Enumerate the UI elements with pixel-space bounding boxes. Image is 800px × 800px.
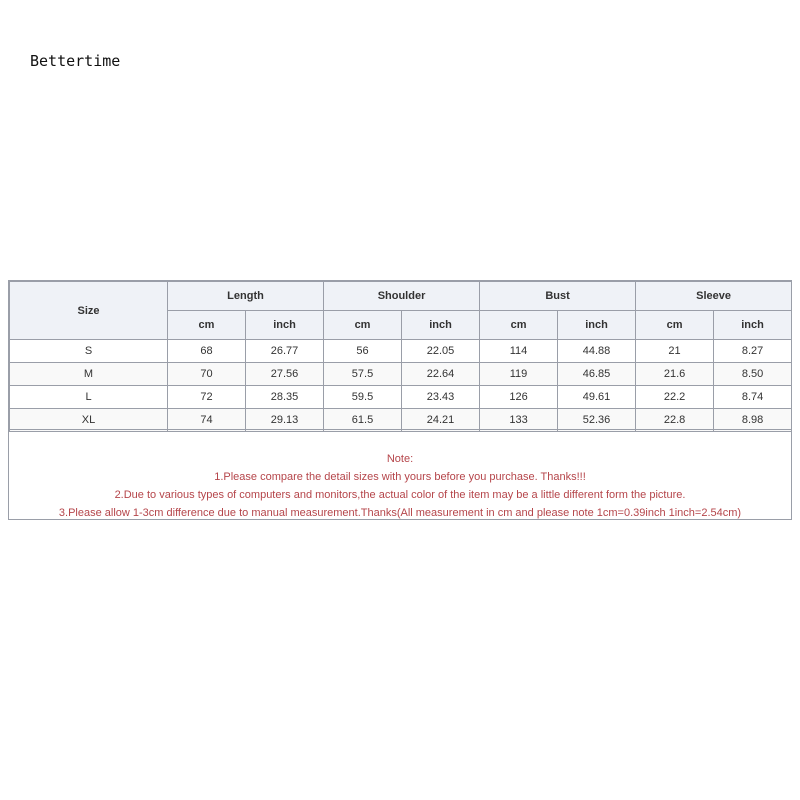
table-cell: 52.36: [558, 409, 636, 432]
table-row: [10, 386, 792, 409]
sleeve-header: Sleeve: [636, 282, 792, 311]
table-cell: 24.21: [402, 409, 480, 432]
unit-header: cm: [168, 311, 246, 340]
table-cell: 68: [168, 340, 246, 363]
table-cell: 21: [636, 340, 714, 363]
size-cell: XL: [10, 409, 168, 432]
table-cell: 22.8: [636, 409, 714, 432]
table-cell: 126: [480, 386, 558, 409]
notes-section: [9, 429, 791, 519]
table-cell: 57.5: [324, 363, 402, 386]
brand-name: Bettertime: [30, 52, 121, 70]
table-cell: 61.5: [324, 409, 402, 432]
table-cell: 27.56: [246, 363, 324, 386]
table-cell: 70: [168, 363, 246, 386]
table-cell: 29.13: [246, 409, 324, 432]
table-cell: 74: [168, 409, 246, 432]
table-cell: 44.88: [558, 340, 636, 363]
unit-header: inch: [714, 311, 792, 340]
unit-header: inch: [246, 311, 324, 340]
note-line: 2.Due to various types of computers and monitors,the actual color of the item may be a little different form the picture.: [114, 489, 686, 501]
notes-title: Note:: [386, 453, 414, 465]
table-cell: 8.50: [714, 363, 792, 386]
table-cell: 8.74: [714, 386, 792, 409]
size-cell: L: [10, 386, 168, 409]
shoulder-header: Shoulder: [324, 282, 480, 311]
unit-header: cm: [636, 311, 714, 340]
note-line: 3.Please allow 1-3cm difference due to manual measurement.Thanks(All measurement in cm and please note 1cm=0.39inch 1inch=2.54cm): [58, 507, 742, 519]
table-cell: 8.27: [714, 340, 792, 363]
table-row: [10, 363, 792, 386]
unit-header: cm: [324, 311, 402, 340]
table-cell: 46.85: [558, 363, 636, 386]
note-line: 1.Please compare the detail sizes with yours before you purchase. Thanks!!!: [214, 471, 586, 483]
table-cell: 72: [168, 386, 246, 409]
unit-header: inch: [402, 311, 480, 340]
length-header: Length: [168, 282, 324, 311]
table-cell: 8.98: [714, 409, 792, 432]
table-cell: 133: [480, 409, 558, 432]
table-cell: 28.35: [246, 386, 324, 409]
size-cell: S: [10, 340, 168, 363]
size-chart: [8, 280, 792, 520]
table-cell: 22.2: [636, 386, 714, 409]
bust-header: Bust: [480, 282, 636, 311]
unit-header: inch: [558, 311, 636, 340]
table-cell: 119: [480, 363, 558, 386]
unit-header: cm: [480, 311, 558, 340]
size-table: [9, 281, 792, 432]
table-cell: 22.05: [402, 340, 480, 363]
table-cell: 26.77: [246, 340, 324, 363]
table-cell: 114: [480, 340, 558, 363]
size-cell: M: [10, 363, 168, 386]
size-column-header: Size: [10, 282, 168, 340]
table-row: [10, 340, 792, 363]
table-cell: 49.61: [558, 386, 636, 409]
table-cell: 21.6: [636, 363, 714, 386]
table-cell: 59.5: [324, 386, 402, 409]
table-cell: 22.64: [402, 363, 480, 386]
table-cell: 56: [324, 340, 402, 363]
table-cell: 23.43: [402, 386, 480, 409]
